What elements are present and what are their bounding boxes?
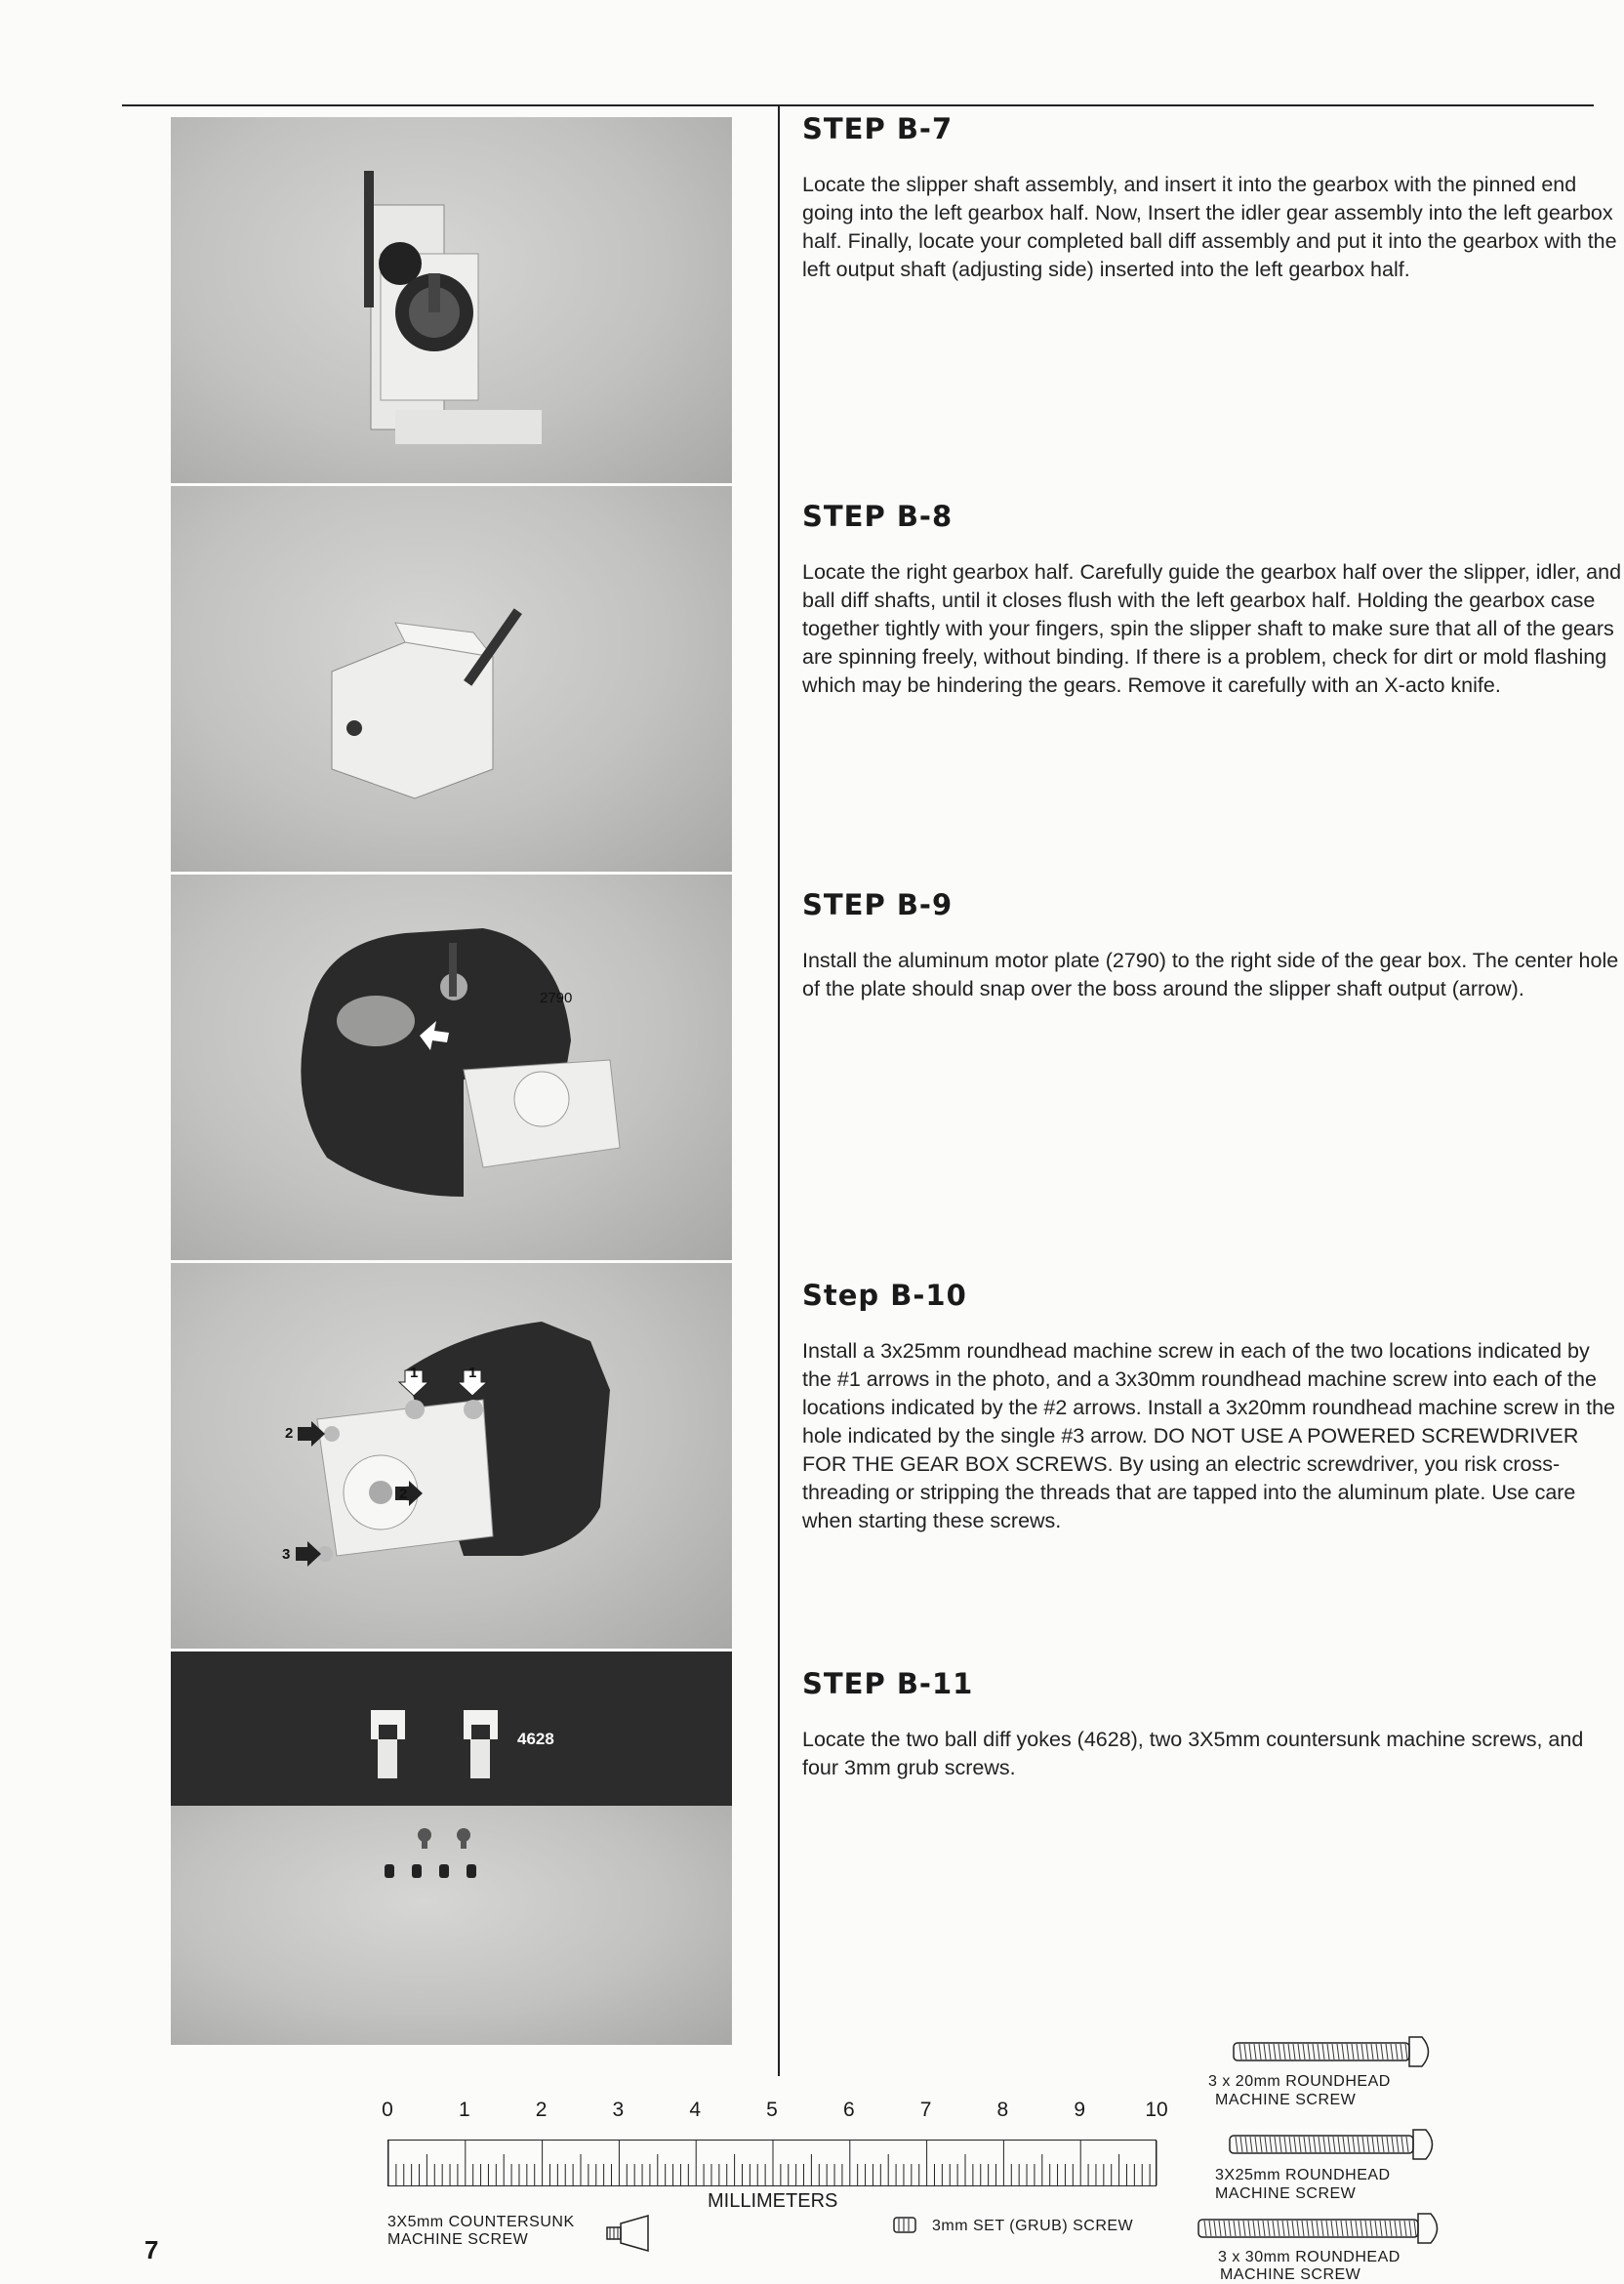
screw-thread-mark: [1385, 2221, 1387, 2236]
screw-thread-mark: [1371, 2044, 1373, 2060]
screw-thread-mark: [1392, 2137, 1394, 2152]
screw-thread-mark: [1284, 2137, 1286, 2152]
step-body: Locate the two ball diff yokes (4628), two 3X5mm countersunk machine screws, and four 3mm grub screws.: [802, 1728, 1584, 1779]
screw-thread-mark: [1321, 2221, 1323, 2236]
screw-thread-mark: [1322, 2044, 1324, 2060]
ruler-number: 6: [842, 2099, 855, 2121]
screw-thread-mark: [1328, 2137, 1330, 2152]
screw-thread-mark: [1282, 2221, 1284, 2236]
screw-thread-mark: [1258, 2221, 1260, 2236]
photo-step-b10: [171, 1263, 732, 1649]
screw-thread-mark: [1342, 2044, 1344, 2060]
screw-thread-mark: [1255, 2137, 1257, 2152]
screw-thread-mark: [1303, 2044, 1305, 2060]
screw-thread-mark: [1326, 2221, 1328, 2236]
screw-thread-mark: [1331, 2221, 1333, 2236]
screw-thread-mark: [1260, 2137, 1262, 2152]
screw-thread-mark: [1268, 2221, 1270, 2236]
screw-thread-mark: [1348, 2137, 1350, 2152]
motor-plate-image: [171, 875, 732, 1260]
screw-thread-mark: [1240, 2137, 1242, 2152]
arrow-label-1a: 1: [410, 1365, 419, 1381]
roundhead-25mm-label-line1: 3X25mm ROUNDHEAD: [1215, 2167, 1391, 2183]
ruler-number: 7: [919, 2099, 932, 2121]
step-body: Locate the right gearbox half. Carefully guide the gearbox half over the slipper, idler, and ball diff shafts, until it closes flush with the left gearbox half. Holding the gearbox case together tightly with your fingers, spin the slipper shaft to make sure that all of the gears are spinning freely, without binding. If there is a problem, check for dirt or mold flashing which may be hindering the gears. Remove it carefully with an X-acto knife.: [802, 560, 1622, 697]
screw-thread-mark: [1366, 2044, 1368, 2060]
grub-screw-label: 3mm SET (GRUB) SCREW: [932, 2218, 1134, 2234]
screw-thread-mark: [1327, 2044, 1329, 2060]
ruler-number: 10: [1145, 2099, 1168, 2121]
screw-thread-mark: [1289, 2137, 1291, 2152]
roundhead-30mm-screw-icon: [1197, 2212, 1446, 2247]
screw-thread-mark: [1279, 2137, 1281, 2152]
screw-thread-mark: [1377, 2137, 1379, 2152]
screw-thread-mark: [1279, 2044, 1280, 2060]
screw-thread-mark: [1347, 2044, 1349, 2060]
screw-thread-mark: [1248, 2221, 1250, 2236]
screw-thread-mark: [1287, 2221, 1289, 2236]
roundhead-20mm-label-line2: MACHINE SCREW: [1215, 2092, 1357, 2108]
roundhead-30mm-label-line1: 3 x 30mm ROUNDHEAD: [1218, 2249, 1401, 2265]
roundhead-20mm-screw-icon: [1232, 2035, 1437, 2070]
screw-thread-mark: [1304, 2137, 1306, 2152]
screw-thread-mark: [1381, 2044, 1383, 2060]
screw-thread-mark: [1332, 2044, 1334, 2060]
screw-thread-mark: [1274, 2044, 1276, 2060]
screw-thread-mark: [1283, 2044, 1285, 2060]
photo-step-b8: [171, 486, 732, 872]
ruler-number: 8: [996, 2099, 1009, 2121]
screw-thread-mark: [1288, 2044, 1290, 2060]
screw-thread-mark: [1356, 2221, 1358, 2236]
screw-thread-mark: [1278, 2221, 1279, 2236]
photo-step-b9: [171, 875, 732, 1260]
step-body: Locate the slipper shaft assembly, and insert it into the gearbox with the pinned end going into the left gearbox half. Now, Insert the idler gear assembly into the left gearbox half. Finally, locate your completed ball diff assembly and put it into the gearbox with the left output shaft (adjusting side) inserted into the left gearbox half.: [802, 173, 1617, 281]
screw-thread-mark: [1238, 2221, 1240, 2236]
ruler-number: 2: [535, 2099, 548, 2121]
ruler-ticks: [388, 2141, 1157, 2185]
screw-thread-mark: [1292, 2221, 1294, 2236]
screw-thread-mark: [1302, 2221, 1304, 2236]
screw-thread-mark: [1273, 2221, 1275, 2236]
screw-thread-mark: [1204, 2221, 1206, 2236]
screw-thread-mark: [1234, 2221, 1236, 2236]
screw-thread-mark: [1297, 2221, 1299, 2236]
screw-thread-mark: [1400, 2221, 1401, 2236]
diff-yokes-image: [171, 1652, 732, 1806]
screw-thread-mark: [1307, 2221, 1309, 2236]
step-title: STEP B-9: [802, 888, 954, 921]
roundhead-25mm-screw-icon: [1228, 2128, 1441, 2163]
screw-thread-mark: [1209, 2221, 1211, 2236]
roundhead-30mm-label-line2: MACHINE SCREW: [1220, 2266, 1361, 2283]
screw-thread-mark: [1333, 2137, 1335, 2152]
screw-thread-mark: [1214, 2221, 1216, 2236]
top-rule: [122, 104, 1594, 106]
step-title: STEP B-7: [802, 112, 954, 145]
screw-thread-mark: [1236, 2137, 1238, 2152]
screw-thread-mark: [1243, 2221, 1245, 2236]
screw-thread-mark: [1318, 2044, 1320, 2060]
screw-thread-mark: [1404, 2221, 1406, 2236]
photo-step-b11-screws: [171, 1806, 732, 2045]
screw-thread-mark: [1313, 2044, 1315, 2060]
screw-thread-mark: [1293, 2044, 1295, 2060]
screw-thread-mark: [1341, 2221, 1343, 2236]
screw-thread-mark: [1308, 2044, 1310, 2060]
screw-thread-mark: [1336, 2221, 1338, 2236]
screw-thread-mark: [1357, 2044, 1359, 2060]
step-b8: [802, 500, 1622, 700]
screw-thread-mark: [1386, 2044, 1388, 2060]
arrow-label-3: 3: [282, 1546, 291, 1563]
ruler-number: 5: [766, 2099, 778, 2121]
screw-thread-mark: [1298, 2044, 1300, 2060]
screw-thread-mark: [1224, 2221, 1226, 2236]
screw-thread-mark: [1401, 2137, 1403, 2152]
screw-thread-mark: [1338, 2137, 1340, 2152]
page-number: 7: [144, 2235, 159, 2264]
screw-thread-mark: [1264, 2044, 1266, 2060]
screw-thread-mark: [1294, 2137, 1296, 2152]
screw-thread-mark: [1249, 2044, 1251, 2060]
ruler-number: 1: [458, 2099, 470, 2121]
screw-thread-mark: [1401, 2044, 1402, 2060]
screw-thread-mark: [1219, 2221, 1221, 2236]
gearbox-left-half-image: [171, 117, 732, 483]
screw-thread-mark: [1269, 2044, 1271, 2060]
screw-thread-mark: [1239, 2044, 1241, 2060]
arrow-label-1b: 1: [468, 1365, 477, 1381]
screw-thread-mark: [1259, 2044, 1261, 2060]
step-b7: [802, 112, 1622, 284]
screw-thread-mark: [1362, 2137, 1364, 2152]
screw-thread-mark: [1372, 2137, 1374, 2152]
screw-thread-mark: [1265, 2137, 1267, 2152]
screw-thread-mark: [1370, 2221, 1372, 2236]
step-b11: [802, 1667, 1622, 1782]
screw-thread-mark: [1397, 2137, 1399, 2152]
screw-thread-mark: [1376, 2044, 1378, 2060]
screw-thread-mark: [1245, 2137, 1247, 2152]
screw-thread-mark: [1319, 2137, 1320, 2152]
part-label-4628: 4628: [517, 1730, 554, 1748]
countersunk-screw-icon: [605, 2214, 654, 2253]
arrow-label-2b: 2: [399, 1486, 408, 1502]
gearbox-screws-image: [171, 1263, 732, 1649]
ruler-number: 0: [382, 2099, 393, 2121]
roundhead-20mm-label-line1: 3 x 20mm ROUNDHEAD: [1208, 2073, 1391, 2090]
screw-thread-mark: [1390, 2221, 1392, 2236]
screw-thread-mark: [1414, 2221, 1416, 2236]
step-title: Step B-10: [802, 1279, 967, 1312]
screw-thread-mark: [1250, 2137, 1252, 2152]
screw-thread-mark: [1253, 2221, 1255, 2236]
screw-thread-mark: [1360, 2221, 1362, 2236]
step-title: STEP B-11: [802, 1667, 974, 1700]
screw-thread-mark: [1244, 2044, 1246, 2060]
millimeter-ruler: [376, 2099, 1176, 2216]
screw-thread-mark: [1275, 2137, 1277, 2152]
screw-thread-mark: [1406, 2137, 1408, 2152]
ruler-number: 9: [1074, 2099, 1086, 2121]
screw-thread-mark: [1312, 2221, 1314, 2236]
screw-thread-mark: [1365, 2221, 1367, 2236]
screw-thread-mark: [1375, 2221, 1377, 2236]
screw-thread-mark: [1299, 2137, 1301, 2152]
column-divider: [778, 104, 780, 2076]
screw-thread-mark: [1229, 2221, 1231, 2236]
step-body: Install a 3x25mm roundhead machine screw in each of the two locations indicated by the #1 arrows in the photo, and a 3x30mm roundhead machine screw into each of the locations indicated by the #2 arrows. Install a 3x20mm roundhead machine screw in the hole indicated by the single #3 arrow. DO NOT USE A POWERED SCREWDRIVER FOR THE GEAR BOX SCREWS. By using an electric screwdriver, you risk cross-threading or stripping the threads that are tapped into the aluminum plate. Use care when starting these screws.: [802, 1339, 1615, 1532]
ruler-unit-label: MILLIMETERS: [708, 2190, 838, 2212]
screws-hardware-image: [171, 1806, 732, 2045]
screw-thread-mark: [1387, 2137, 1389, 2152]
countersunk-screw-label: 3X5mm COUNTERSUNK MACHINE SCREW: [387, 2214, 575, 2248]
screw-thread-mark: [1405, 2044, 1407, 2060]
step-b10: [802, 1279, 1622, 1535]
screw-thread-mark: [1254, 2044, 1256, 2060]
screw-thread-mark: [1351, 2221, 1353, 2236]
ruler-scale: [387, 2140, 1157, 2186]
step-title: STEP B-8: [802, 500, 954, 533]
screw-thread-mark: [1309, 2137, 1311, 2152]
gearbox-closed-image: [171, 486, 732, 872]
screw-thread-mark: [1380, 2221, 1382, 2236]
screw-thread-mark: [1353, 2137, 1355, 2152]
arrow-label-2a: 2: [285, 1425, 294, 1442]
screw-thread-mark: [1391, 2044, 1393, 2060]
screw-thread-mark: [1314, 2137, 1316, 2152]
screw-thread-mark: [1395, 2221, 1397, 2236]
step-body: Install the aluminum motor plate (2790) to the right side of the gear box. The center hole of the plate should snap over the boss around the slipper shaft output (arrow).: [802, 949, 1619, 1000]
screw-thread-mark: [1346, 2221, 1348, 2236]
photo-step-b7: [171, 117, 732, 483]
screw-thread-mark: [1263, 2221, 1265, 2236]
grub-screw-icon: [893, 2216, 918, 2235]
screw-thread-mark: [1358, 2137, 1360, 2152]
photo-step-b11-yokes: [171, 1652, 732, 1806]
screw-thread-mark: [1323, 2137, 1325, 2152]
screw-thread-mark: [1409, 2221, 1411, 2236]
screw-thread-mark: [1382, 2137, 1384, 2152]
screw-thread-mark: [1270, 2137, 1272, 2152]
screw-thread-mark: [1343, 2137, 1345, 2152]
screw-thread-mark: [1317, 2221, 1319, 2236]
screw-thread-mark: [1396, 2044, 1398, 2060]
part-label-2790: 2790: [540, 990, 573, 1006]
step-b9: [802, 888, 1622, 1003]
screw-thread-mark: [1361, 2044, 1363, 2060]
roundhead-25mm-label-line2: MACHINE SCREW: [1215, 2185, 1357, 2202]
screw-thread-mark: [1337, 2044, 1339, 2060]
ruler-number: 3: [612, 2099, 625, 2121]
screw-thread-mark: [1352, 2044, 1354, 2060]
ruler-number: 4: [689, 2099, 702, 2121]
screw-thread-mark: [1367, 2137, 1369, 2152]
